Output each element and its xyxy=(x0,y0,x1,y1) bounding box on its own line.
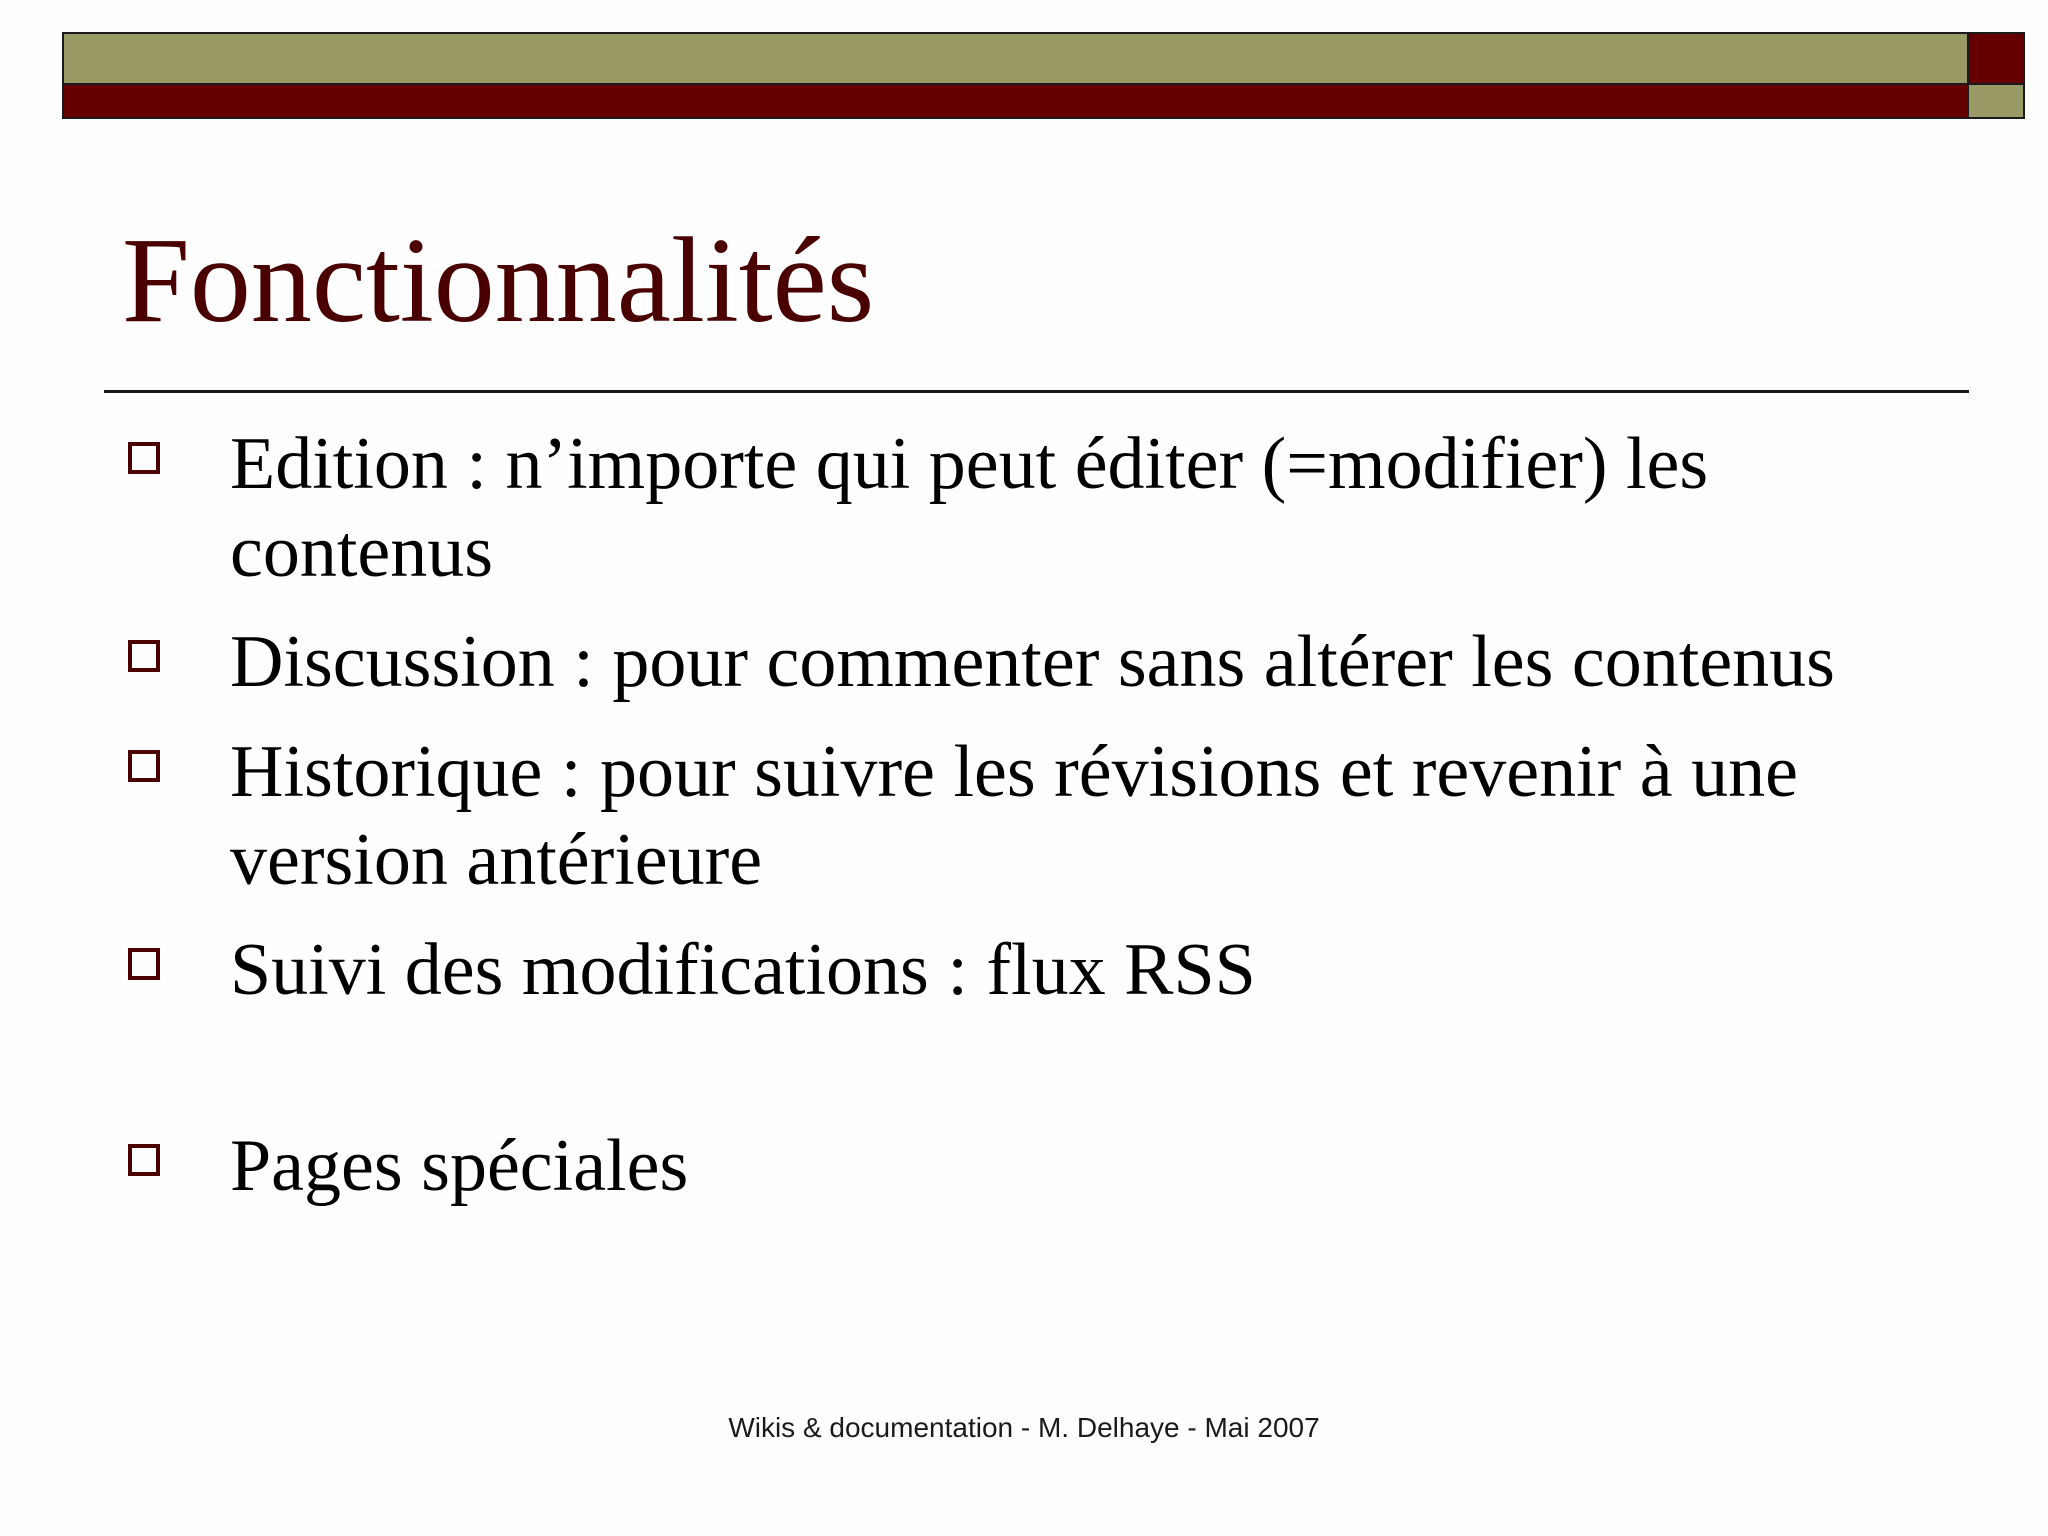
square-bullet-icon xyxy=(128,948,160,980)
bullet-item xyxy=(128,728,1948,904)
bullet-item xyxy=(128,420,1948,596)
bullet-item xyxy=(128,926,1948,1014)
square-bullet-icon xyxy=(128,750,160,782)
banner-corner-square-top xyxy=(1967,34,2023,85)
header-banner xyxy=(62,32,2025,119)
title-divider xyxy=(104,390,1969,393)
bullet-text: Historique : pour suivre les révisions et revenir à une version antérieure xyxy=(230,731,1798,901)
slide-title: Fonctionnalités xyxy=(122,213,875,348)
bullet-list xyxy=(128,420,1948,1232)
bullet-text: Suivi des modifications : flux RSS xyxy=(230,929,1256,1011)
slide-footer: Wikis & documentation - M. Delhaye - Mai 2007 xyxy=(728,1412,1320,1443)
bullet-text: Edition : n’importe qui peut éditer (=modifier) les contenus xyxy=(230,423,1709,593)
banner-red-stripe xyxy=(64,85,1967,117)
banner-olive-stripe xyxy=(64,34,1967,85)
square-bullet-icon xyxy=(128,1144,160,1176)
bullet-item xyxy=(128,1122,1948,1210)
bullet-text: Discussion : pour commenter sans altérer les contenus xyxy=(230,621,1835,703)
banner-corner-square-bottom xyxy=(1967,85,2023,117)
square-bullet-icon xyxy=(128,442,160,474)
square-bullet-icon xyxy=(128,640,160,672)
bullet-item xyxy=(128,618,1948,706)
bullet-text: Pages spéciales xyxy=(230,1125,689,1207)
